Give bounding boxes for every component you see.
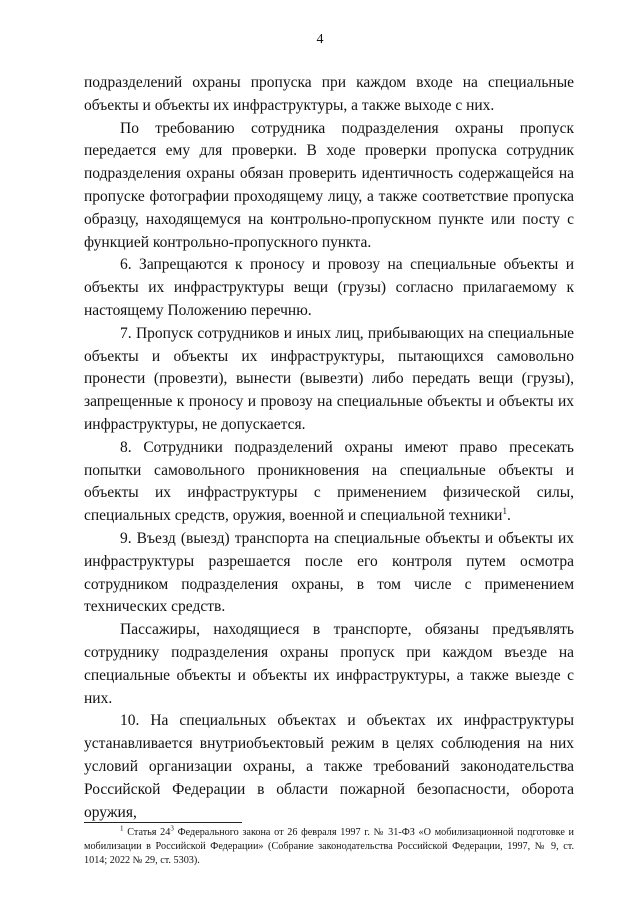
paragraph-6 — [84, 619, 574, 710]
paragraph-2 — [84, 254, 574, 322]
paragraph-punctuation: . — [506, 507, 511, 525]
paragraph-7 — [84, 710, 574, 824]
paragraph-text: 9. Въезд (выезд) транспорта на специальные объекты и объекты их инфраструктуры разрешается после его контроля путем осмотра сотрудником подразделения охраны, в том числе с применением технических средств. — [84, 529, 574, 616]
paragraph-3 — [84, 323, 574, 437]
document-body — [84, 72, 574, 824]
footnote-divider — [84, 822, 242, 823]
paragraph-text: Пассажиры, находящиеся в транспорте, обязаны предъявлять сотруднику подразделения охраны пропуск при каждом въезде на специальные объекты и объекты их инфраструктуры, а также выезде с них. — [84, 621, 574, 707]
paragraph-text: 7. Пропуск сотрудников и иных лиц, прибывающих на специальные объекты и объекты их инфраструктуры, пытающихся самовольно пронести (провезти), вынести (вывезти) либо передать вещи (грузы), запрещенные к проносу и провозу на специальные объекты и объекты их инфраструктуры, не допускается. — [84, 324, 574, 433]
footnote-text-after: Федерального закона от 26 февраля 1997 г. № 31-ФЗ «О мобилизационной подготовке и мобилизации в Российской Федерации» (Собрание законодательства Российской Федерации, 1997, № 9, ст. 1014; 2022 № 29, ст. 5303). — [84, 827, 575, 866]
paragraph-text: 6. Запрещаются к проносу и провозу на специальные объекты и объекты их инфраструктуры вещи (грузы) согласно прилагаемому к настоящему Положению перечню. — [84, 256, 574, 319]
footnote-article-superscript: 3 — [170, 824, 174, 833]
page-number: 4 — [316, 32, 324, 47]
paragraph-text: 10. На специальных объектах и объектах их инфраструктуры устанавливается внутриобъектовый режим в целях соблюдения на них условий организации охраны, а также требований законодательства Российской Федерации в области пожарной безопасности, оборота оружия, — [84, 712, 574, 821]
paragraph-5 — [84, 528, 574, 619]
paragraph-text: 8. Сотрудники подразделений охраны имеют право пресекать попытки самовольного проникновения на специальные объекты и объекты их инфраструктуры с применением физической силы, специальных средств, оружия, военной и специальной техники — [84, 438, 574, 525]
footnote-text-before: Статья 24 — [127, 827, 171, 838]
paragraph-1 — [84, 118, 574, 255]
footnote-marker: 1 — [120, 824, 124, 833]
paragraph-0 — [84, 72, 574, 118]
paragraph-text: По требованию сотрудника подразделения охраны пропуск передается ему для проверки. В ходе проверки пропуска сотрудник подразделения охраны обязан проверить идентичность содержащейся на пропуске фотографии проходящему лицу, а также соответствие пропуска образцу, находящемуся на контрольно-пропускном пункте или посту с функцией контрольно-пропускного пункта. — [84, 119, 574, 251]
footnote-reference: 1 — [502, 505, 507, 516]
footnote — [84, 826, 574, 868]
paragraph-4 — [84, 437, 574, 528]
paragraph-text: подразделений охраны пропуска при каждом входе на специальные объекты и объекты их инфраструктуры, а также выходе с них. — [84, 74, 574, 114]
